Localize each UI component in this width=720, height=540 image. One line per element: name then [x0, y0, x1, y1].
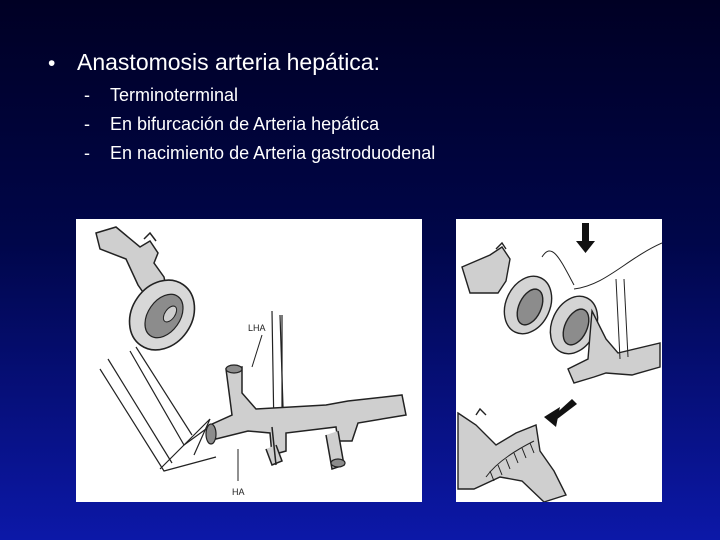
- sub-marker: -: [84, 143, 90, 163]
- sub-marker: -: [84, 85, 90, 105]
- sub-item-label: Terminoterminal: [110, 85, 239, 105]
- anastomosis-illustration-left: [76, 219, 422, 502]
- diagonal-arrow-icon: [544, 399, 577, 427]
- bullet-title: Anastomosis arteria hepática:: [77, 49, 380, 75]
- recipient-cuff-top: [541, 289, 660, 383]
- down-arrow-icon: [576, 223, 595, 253]
- bullet-marker: •: [48, 52, 56, 75]
- sub-item-label: En nacimiento de Arteria gastroduodenal: [110, 143, 436, 163]
- sub-item: [48, 110, 435, 139]
- donor-cuff: [116, 267, 208, 362]
- lha-lumen: [226, 365, 242, 373]
- recipient-artery: [210, 367, 406, 469]
- sub-item: [48, 139, 435, 168]
- sub-list: [48, 81, 435, 168]
- ha-lumen: [206, 424, 216, 444]
- donor-cuff-top: [462, 243, 561, 341]
- branch-lumen: [331, 459, 345, 467]
- ha-label: HA: [232, 487, 245, 497]
- bullet-item: [48, 47, 435, 79]
- sutured-anastomosis: [458, 409, 566, 502]
- anastomosis-drawing-left: [76, 219, 422, 502]
- sub-item-label: En bifurcación de Arteria hepática: [110, 114, 380, 134]
- sub-item: [48, 81, 435, 110]
- retractor-lines: [100, 311, 284, 471]
- sub-marker: -: [84, 114, 90, 134]
- anastomosis-drawing-right: [456, 219, 662, 502]
- lha-label: LHA: [248, 323, 266, 333]
- bullet-list: [48, 47, 435, 168]
- anastomosis-illustration-right: [456, 219, 662, 502]
